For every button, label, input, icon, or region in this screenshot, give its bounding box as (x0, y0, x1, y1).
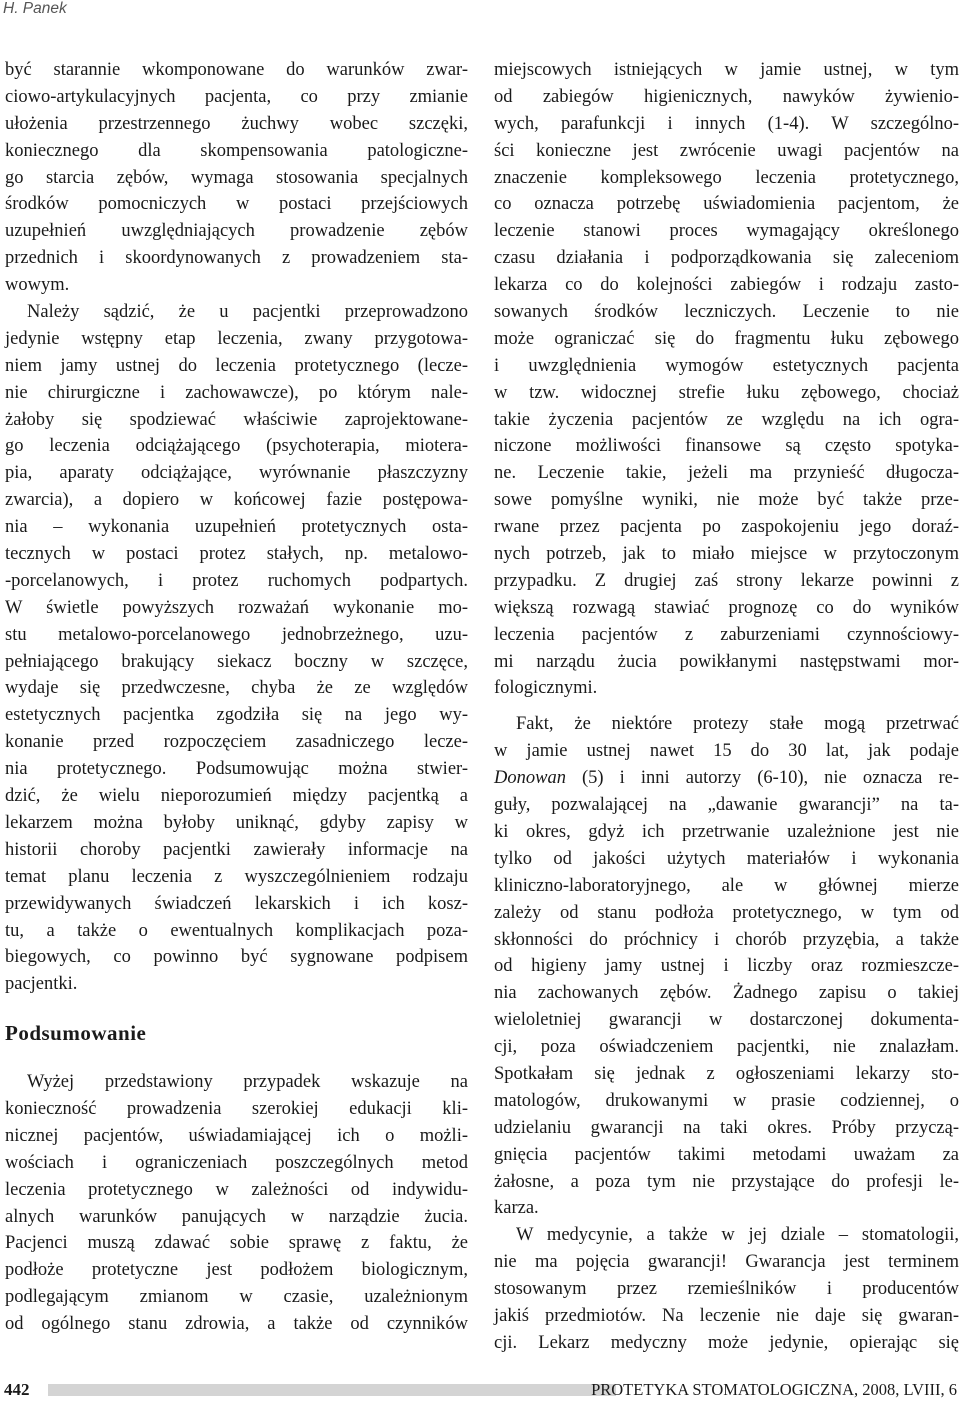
text-line: Spotkałam się jednak z ogłoszeniami lekarzy sto- (494, 1063, 959, 1084)
text-line: nie chirurgiczne i zachowawcze), po którym nale- (5, 382, 468, 403)
section-heading: Podsumowanie (5, 1021, 147, 1046)
text-line: co oznacza potrzebę uświadomienia pacjentom, że (494, 194, 959, 215)
text-line: kliniczno-laboratoryjnego, ale w głównej mierze (494, 875, 959, 896)
text-line: ki okres, gdyż ich przetrwanie uzależnione jest nie (494, 821, 959, 842)
text-line: wowym. (5, 275, 70, 296)
text-line: lekarzem można byłoby uniknąć, gdyby zapisy w (5, 812, 468, 833)
text-line: leczenie stanowi proces wymagający określonego (494, 221, 959, 242)
text-line: nia – wykonania uzupełnień protetycznych osta- (5, 517, 468, 538)
text-line: rwane przez pacjenta po zaspokojeniu jego doraź- (494, 517, 959, 538)
text-line: W medycynie, a także w jej dziale – stomatologii, (516, 1225, 959, 1246)
right-column-body (494, 57, 959, 1357)
summary-body (5, 1069, 468, 1338)
text-line: ści konieczne jest zwrócenie uwagi pacjentów na (494, 140, 959, 161)
text-line: żałoby się spodziewać właściwie zaprojektowane- (5, 409, 468, 430)
text-line: zwarcia), a dopiero w końcowej fazie postępowa- (5, 490, 468, 511)
text-line: stosowanym przez rzemieślników i producentów (494, 1279, 959, 1300)
text-line: i uwzględnienia wymogów estetycznych pacjenta (494, 355, 959, 376)
text-line: dzić, że wielu nieporozumień między pacjentką a (5, 786, 468, 807)
text-line: -porcelanowych, i protez ruchomych podpartych. (5, 570, 468, 591)
right-column (494, 57, 959, 1357)
page-footer (0, 1380, 960, 1401)
text-line: przednich i skoordynowanych z prowadzeniem sta- (5, 248, 468, 269)
text-line: być starannie wkomponowane do warunków zwar- (5, 60, 468, 80)
text-line: wydaje się przedwczesne, chyba że ze względów (5, 678, 468, 699)
text-line: Donowan (5) i inni autorzy (6-10), nie oznacza re- (494, 768, 959, 789)
text-line: wieloletniej gwarancji w dostarczonej dokumenta- (494, 1010, 959, 1031)
running-head: H. Panek (3, 0, 67, 17)
text-line: W świetle powyższych rozważań wykonanie mo- (5, 597, 468, 618)
text-line: leczenia protetycznego w zależności od indywidu- (5, 1179, 468, 1200)
text-line: fologicznymi. (494, 678, 598, 699)
text-line: pełniającego brakujący siekacz boczny w szczęce, (5, 651, 468, 672)
text-line: tecznych w postaci protez stałych, np. metalowo- (5, 544, 468, 565)
text-line: skłonności do próchnicy i chorób przyzębia, a także (494, 929, 959, 950)
text-line: go leczenia odciążającego (psychoterapia, miotera- (5, 436, 468, 457)
text-line: niem jamy ustnej do leczenia protetycznego (lecze- (5, 355, 468, 376)
text-line: uzupełnień uwzględniających prowadzenie zębów (5, 221, 468, 242)
text-line: temat planu leczenia z wyszczególnieniem rodzaju (5, 866, 468, 887)
left-column-body (5, 57, 468, 998)
text-line: tu, a także o ewentualnych komplikacjach poza- (5, 920, 468, 941)
text-line: podlegającym zmianom w czasie, uzależnionym (5, 1287, 468, 1308)
text-line: miejscowych istniejących w jamie ustnej, w tym (494, 60, 959, 80)
text-line: nia protetycznego. Podsumowując można stwier- (5, 759, 468, 780)
text-line: konieczność prowadzenia szerokiej edukacji kli- (5, 1098, 468, 1119)
text-line: lekarza co do kolejności zabiegów i rodzaju zasto- (494, 275, 959, 296)
text-line: nia zachowanych zębów. Żadnego zapisu o takiej (494, 983, 959, 1004)
text-line: większą rozwagą stawiać prognozę co do wyników (494, 597, 959, 618)
text-line: nicznej pacjentów, uświadamiającej ich o możli- (5, 1125, 468, 1146)
text-line: wościach i ograniczeniach poszczególnych metod (5, 1152, 468, 1173)
text-line: nie ma pojęcia gwarancji! Gwarancja jest terminem (494, 1252, 959, 1273)
text-line: udzielaniu gwarancji na taki okres. Próby przyczą- (494, 1117, 959, 1138)
text-line: niczone możliwości finansowe są często spotyka- (494, 436, 959, 457)
text-line: od higieny jamy ustnej i liczby oraz rozmieszcze- (494, 956, 959, 977)
text-line: Pacjenci muszą zdawać sobie sprawę z faktu, że (5, 1233, 468, 1254)
text-line: wych, parafunkcji i innych (1-4). W szczególno- (494, 113, 959, 134)
text-line: przewidywanych świadczeń lekarskich i ich kosz- (5, 893, 468, 914)
text-line: historii choroby pacjentki zawierały informacje na (5, 839, 468, 860)
text-line: jakiś przedmiotów. Na leczenie nie daje się gwaran- (494, 1305, 959, 1326)
text-line: ciowo-artykulacyjnych pacjenta, co przy zmianie (5, 86, 468, 107)
text-line: leczenia pacjentów z zaburzeniami czynnościowy- (494, 624, 959, 645)
text-line: Fakt, że niektóre protezy stałe mogą przetrwać (516, 714, 959, 735)
text-line: ułożenia przestrzennego żuchwy wobec szczęki, (5, 113, 468, 134)
text-line: alnych warunków panujących w narządzie żucia. (5, 1206, 468, 1227)
text-line: nych potrzeb, jak to miało miejsce w przytoczonym (494, 544, 959, 565)
text-line: Należy sądzić, że u pacjentki przeprowadzono (27, 302, 468, 323)
text-line: ne. Leczenie takie, jeżeli ma przynieść długocza- (494, 463, 959, 484)
text-line: znaczenie kompleksowego leczenia protetycznego, (494, 167, 959, 188)
page-number: 442 (4, 1380, 30, 1399)
text-line: przypadku. Z drugiej zaś strony lekarze powinni z (494, 570, 959, 591)
text-line: biegowych, co powinno być sygnowane podpisem (5, 947, 468, 968)
text-line: pia, aparaty odciążające, wyrównanie płaszczyzny (5, 463, 468, 484)
text-line: jedynie wstępny etap leczenia, zwany przygotowa- (5, 328, 468, 349)
text-line: cji. Lekarz medyczny może jedynie, opierając się (494, 1332, 959, 1353)
author-name: Donowan (494, 768, 566, 789)
text-line: konanie przed rozpoczęciem zasadniczego lecze- (5, 732, 468, 753)
text-line: od ogólnego stanu zdrowia, a także od czynników (5, 1314, 468, 1335)
text-line: zależy od stanu podłoża protetycznego, w tym od (494, 902, 959, 923)
text-line: czasu działania i podporządkowania się zaleceniom (494, 248, 959, 269)
text-line: estetycznych pacjentka zgodziła się na jego wy- (5, 705, 468, 726)
text-line: guły, pozwalającej na „dawanie gwarancji” na ta- (494, 795, 959, 816)
text-line: środków pomocniczych w postaci przejściowych (5, 194, 468, 215)
text-line: w tzw. widocznej strefie łuku zębowego, chociaż (494, 382, 959, 403)
journal-citation: PROTETYKA STOMATOLOGICZNA, 2008, LVIII, 6 (591, 1380, 957, 1399)
text-line: może ograniczać się do fragmentu łuku zębowego (494, 328, 959, 349)
text-line: podłoże protetyczne jest podłożem biologicznym, (5, 1260, 468, 1281)
text-line: w jamie ustnej nawet 15 do 30 lat, jak podaje (494, 741, 959, 762)
text-line: koniecznego dla skompensowania patologiczne- (5, 140, 468, 161)
text-line: cji, poza oświadczeniem pacjentki, nie znalazłam. (494, 1037, 959, 1058)
text-line: mi narządu żucia powikłanymi następstwami mor- (494, 651, 959, 672)
text-line: żałosne, a poza tym nie przystające do profesji le- (494, 1171, 959, 1192)
text-line: tylko od jakości użytych materiałów i wykonania (494, 848, 959, 869)
text-line: karza. (494, 1198, 539, 1219)
text-line: od zabiegów higienicznych, nawyków żywienio- (494, 86, 959, 107)
text-line: pacjentki. (5, 974, 78, 995)
left-column (5, 57, 468, 1338)
text-line: stu metalowo-porcelanowego jednobrzeżnego, uzu- (5, 624, 468, 645)
text-line: takie życzenia pacjentów ze względu na ich ogra- (494, 409, 959, 430)
text-line: sowe pomyślne wyniki, nie może być także prze- (494, 490, 959, 511)
text-line: gnięcia pacjentów takimi metodami uważam za (494, 1144, 959, 1165)
text-line: go starcia zębów, wymaga stosowania specjalnych (5, 167, 468, 188)
text-line: matologów, drukowanymi w prasie codziennej, o (494, 1090, 959, 1111)
text-line: sowanych środków leczniczych. Leczenie to nie (494, 302, 959, 323)
footer-rule (48, 1384, 616, 1396)
text-line: Wyżej przedstawiony przypadek wskazuje na (27, 1072, 468, 1093)
